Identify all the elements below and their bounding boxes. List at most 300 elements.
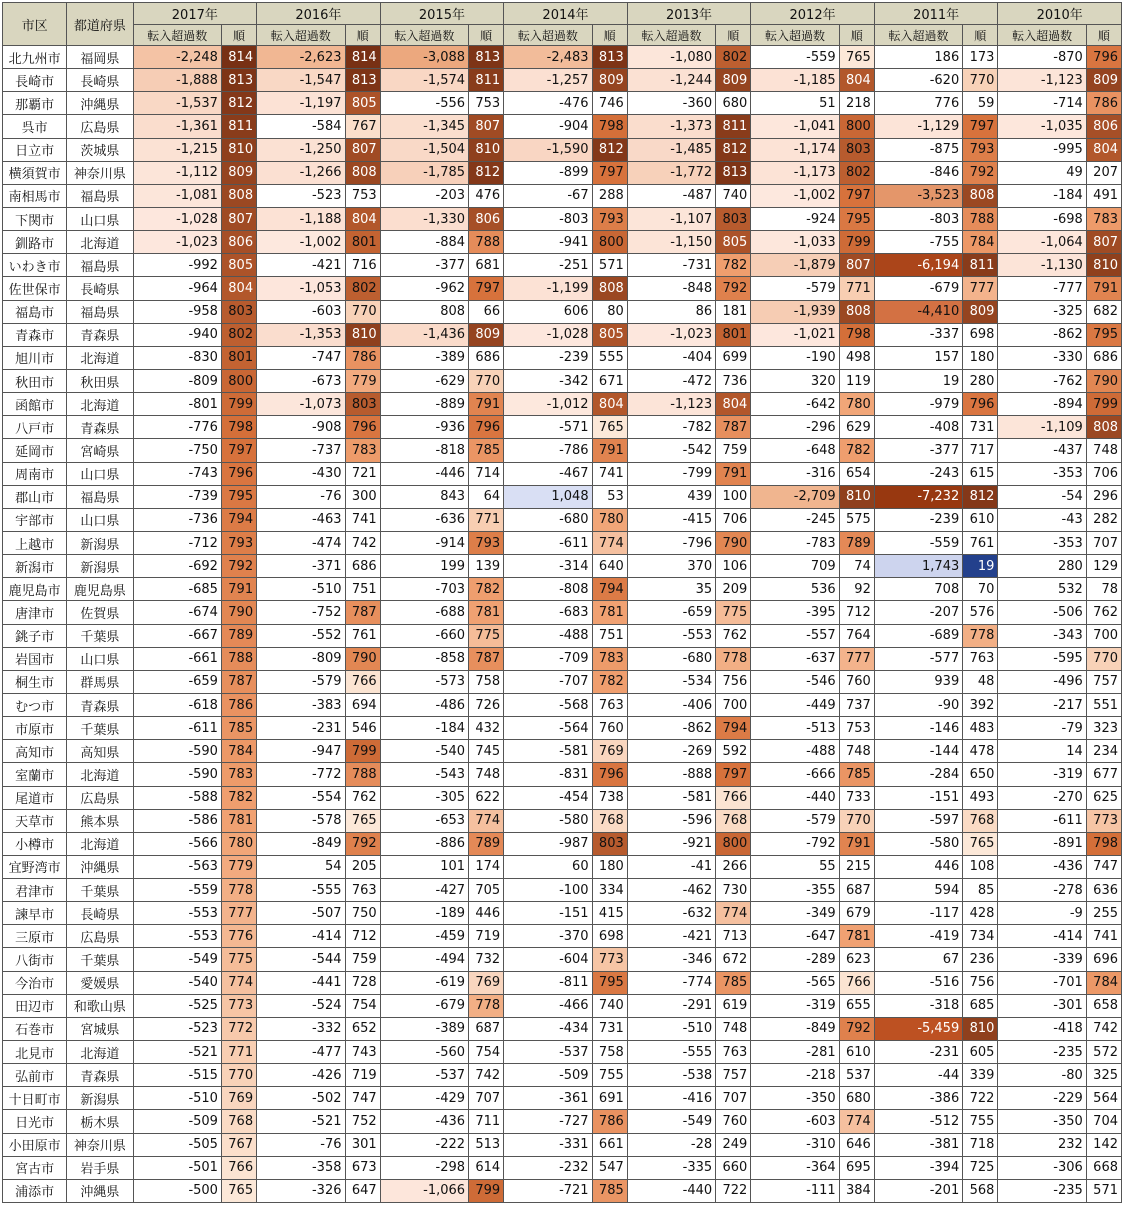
net-inflow-cell: -642: [751, 393, 839, 416]
net-inflow-cell: -1,002: [751, 184, 839, 207]
rank-cell: 782: [839, 439, 874, 462]
rank-cell: 53: [592, 485, 627, 508]
rank-cell: 814: [345, 46, 380, 69]
rank-cell: 810: [839, 485, 874, 508]
net-inflow-cell: 54: [257, 855, 345, 878]
rank-cell: 771: [469, 508, 504, 531]
prefecture-cell: 広島県: [67, 115, 133, 138]
net-inflow-cell: -419: [874, 925, 962, 948]
net-inflow-cell: -476: [504, 92, 592, 115]
rank-cell: 808: [963, 184, 998, 207]
prefecture-cell: 福島県: [67, 485, 133, 508]
city-cell: 宜野湾市: [3, 855, 67, 878]
rank-cell: 483: [963, 717, 998, 740]
rank-cell: 619: [716, 994, 751, 1017]
city-cell: 室蘭市: [3, 763, 67, 786]
rank-cell: 66: [469, 300, 504, 323]
rank-cell: 732: [469, 948, 504, 971]
rank-cell: 647: [345, 1179, 380, 1202]
net-inflow-cell: -964: [133, 277, 221, 300]
rank-cell: 691: [592, 1087, 627, 1110]
rank-cell: 296: [1086, 485, 1121, 508]
prefecture-cell: 千葉県: [67, 717, 133, 740]
net-inflow-cell: -666: [751, 763, 839, 786]
city-cell: 鹿児島市: [3, 578, 67, 601]
rank-cell: 797: [592, 161, 627, 184]
rank-cell: 792: [839, 1017, 874, 1040]
rank-cell: 751: [592, 624, 627, 647]
net-inflow-cell: -151: [504, 902, 592, 925]
net-inflow-cell: -1,130: [998, 254, 1086, 277]
rank-cell: 804: [716, 393, 751, 416]
table-row: [3, 832, 1122, 855]
prefecture-cell: 千葉県: [67, 948, 133, 971]
rank-cell: 760: [716, 1110, 751, 1133]
rank-cell: 804: [221, 277, 256, 300]
rank-cell: 610: [839, 1041, 874, 1064]
rank-cell: 807: [221, 207, 256, 230]
net-inflow-cell: -799: [627, 462, 715, 485]
net-inflow-cell: -553: [627, 624, 715, 647]
table-row: [3, 855, 1122, 878]
net-inflow-cell: -1,373: [627, 115, 715, 138]
rank-cell: 799: [469, 1179, 504, 1202]
net-inflow-cell: -755: [874, 231, 962, 254]
net-inflow-cell: -774: [627, 971, 715, 994]
rank-cell: 812: [221, 92, 256, 115]
net-inflow-cell: -1,035: [998, 115, 1086, 138]
rank-cell: 813: [716, 161, 751, 184]
rank-cell: 804: [345, 207, 380, 230]
net-inflow-cell: 939: [874, 670, 962, 693]
rank-cell: 783: [345, 439, 380, 462]
net-inflow-cell: -940: [133, 323, 221, 346]
net-inflow-cell: -1,023: [627, 323, 715, 346]
rank-cell: 685: [963, 994, 998, 1017]
rank-cell: 576: [963, 601, 998, 624]
net-inflow-cell: -1,939: [751, 300, 839, 323]
rank-cell: 719: [345, 1064, 380, 1087]
net-inflow-cell: -680: [504, 508, 592, 531]
rank-cell: 788: [345, 763, 380, 786]
rank-cell: 786: [592, 1110, 627, 1133]
net-inflow-cell: -67: [504, 184, 592, 207]
net-inflow-cell: -540: [133, 971, 221, 994]
net-inflow-cell: -556: [380, 92, 468, 115]
net-inflow-cell: -325: [998, 300, 1086, 323]
rank-cell: 513: [469, 1133, 504, 1156]
net-inflow-cell: -346: [627, 948, 715, 971]
rank-cell: 180: [592, 855, 627, 878]
net-inflow-cell: -667: [133, 624, 221, 647]
net-inflow-cell: -146: [874, 717, 962, 740]
rank-cell: 280: [963, 369, 998, 392]
rank-cell: 707: [1086, 531, 1121, 554]
net-inflow-cell: -298: [380, 1156, 468, 1179]
net-inflow-cell: -549: [627, 1110, 715, 1133]
prefecture-cell: 佐賀県: [67, 601, 133, 624]
table-row: [3, 161, 1122, 184]
rank-cell: 808: [839, 300, 874, 323]
net-inflow-header: 転入超過数: [627, 25, 715, 46]
net-inflow-cell: -232: [504, 1156, 592, 1179]
net-inflow-cell: -406: [627, 693, 715, 716]
net-inflow-cell: -1,129: [874, 115, 962, 138]
net-inflow-cell: -1,012: [504, 393, 592, 416]
net-inflow-cell: -386: [874, 1087, 962, 1110]
net-inflow-cell: -377: [874, 439, 962, 462]
prefecture-cell: 北海道: [67, 1041, 133, 1064]
rank-cell: 777: [839, 647, 874, 670]
rank-cell: 615: [963, 462, 998, 485]
net-inflow-cell: -534: [627, 670, 715, 693]
net-inflow-header: 転入超過数: [998, 25, 1086, 46]
net-inflow-cell: 843: [380, 485, 468, 508]
rank-cell: 537: [839, 1064, 874, 1087]
year-header: 2014年: [504, 3, 628, 25]
net-inflow-cell: 709: [751, 555, 839, 578]
rank-cell: 712: [839, 601, 874, 624]
rank-cell: 747: [1086, 855, 1121, 878]
net-inflow-cell: -577: [874, 647, 962, 670]
rank-cell: 743: [345, 1041, 380, 1064]
net-inflow-cell: -487: [627, 184, 715, 207]
net-inflow-cell: 1,743: [874, 555, 962, 578]
rank-cell: 717: [963, 439, 998, 462]
rank-cell: 776: [221, 925, 256, 948]
rank-cell: 742: [1086, 1017, 1121, 1040]
net-inflow-cell: -477: [257, 1041, 345, 1064]
net-inflow-cell: -111: [751, 1179, 839, 1202]
net-inflow-cell: -446: [380, 462, 468, 485]
net-inflow-cell: -355: [751, 879, 839, 902]
city-cell: 青森市: [3, 323, 67, 346]
rank-cell: 812: [716, 138, 751, 161]
net-inflow-cell: -571: [504, 416, 592, 439]
net-inflow-cell: -692: [133, 555, 221, 578]
net-inflow-cell: -189: [380, 902, 468, 925]
net-inflow-cell: -414: [998, 925, 1086, 948]
net-inflow-cell: 49: [998, 161, 1086, 184]
rank-cell: 428: [963, 902, 998, 925]
net-inflow-cell: -418: [998, 1017, 1086, 1040]
net-inflow-cell: -782: [627, 416, 715, 439]
prefecture-cell: 山口県: [67, 207, 133, 230]
net-inflow-cell: -595: [998, 647, 1086, 670]
net-inflow-cell: -914: [380, 531, 468, 554]
rank-cell: 740: [716, 184, 751, 207]
net-inflow-cell: 60: [504, 855, 592, 878]
net-inflow-cell: -360: [627, 92, 715, 115]
net-inflow-cell: -229: [998, 1087, 1086, 1110]
rank-cell: 767: [345, 115, 380, 138]
net-inflow-cell: -580: [874, 832, 962, 855]
net-inflow-cell: 280: [998, 555, 1086, 578]
net-inflow-cell: -1,028: [504, 323, 592, 346]
rank-cell: 446: [469, 902, 504, 925]
rank-cell: 754: [469, 1041, 504, 1064]
rank-cell: 726: [469, 693, 504, 716]
net-inflow-cell: -1,197: [257, 92, 345, 115]
rank-cell: 78: [1086, 578, 1121, 601]
table-row: [3, 92, 1122, 115]
net-inflow-cell: -1,436: [380, 323, 468, 346]
net-inflow-cell: -151: [874, 786, 962, 809]
prefecture-cell: 和歌山県: [67, 994, 133, 1017]
net-inflow-cell: -207: [874, 601, 962, 624]
prefecture-cell: 熊本県: [67, 809, 133, 832]
prefecture-cell: 高知県: [67, 740, 133, 763]
prefecture-cell: 北海道: [67, 832, 133, 855]
net-inflow-cell: -54: [998, 485, 1086, 508]
net-inflow-cell: -818: [380, 439, 468, 462]
rank-cell: 478: [963, 740, 998, 763]
net-inflow-cell: -1,250: [257, 138, 345, 161]
table-row: [3, 462, 1122, 485]
net-inflow-cell: -707: [504, 670, 592, 693]
net-inflow-cell: -353: [998, 462, 1086, 485]
net-inflow-cell: -284: [874, 763, 962, 786]
rank-cell: 794: [716, 717, 751, 740]
net-inflow-cell: -703: [380, 578, 468, 601]
prefecture-cell: 福島県: [67, 184, 133, 207]
prefecture-cell: 新潟県: [67, 531, 133, 554]
net-inflow-cell: -632: [627, 902, 715, 925]
net-inflow-cell: -1,112: [133, 161, 221, 184]
rank-cell: 811: [469, 69, 504, 92]
net-inflow-cell: -1,064: [998, 231, 1086, 254]
net-inflow-cell: -597: [874, 809, 962, 832]
net-inflow-cell: -862: [627, 717, 715, 740]
net-inflow-cell: -291: [627, 994, 715, 1017]
net-inflow-cell: -870: [998, 46, 1086, 69]
rank-cell: 771: [839, 277, 874, 300]
rank-cell: 646: [839, 1133, 874, 1156]
net-inflow-cell: -743: [133, 462, 221, 485]
table-row: [3, 46, 1122, 69]
net-inflow-cell: -573: [380, 670, 468, 693]
rank-cell: 757: [1086, 670, 1121, 693]
net-inflow-cell: -891: [998, 832, 1086, 855]
net-inflow-cell: -203: [380, 184, 468, 207]
table-row: [3, 254, 1122, 277]
rank-cell: 791: [592, 439, 627, 462]
rank-cell: 300: [345, 485, 380, 508]
rank-cell: 786: [221, 693, 256, 716]
rank-cell: 687: [839, 879, 874, 902]
net-inflow-cell: 101: [380, 855, 468, 878]
table-row: [3, 531, 1122, 554]
prefecture-cell: 福岡県: [67, 46, 133, 69]
net-inflow-cell: -776: [133, 416, 221, 439]
city-cell: 上越市: [3, 531, 67, 554]
net-inflow-cell: -5,459: [874, 1017, 962, 1040]
rank-cell: 788: [221, 647, 256, 670]
net-inflow-cell: -1,123: [627, 393, 715, 416]
rank-cell: 759: [345, 948, 380, 971]
net-inflow-cell: -330: [998, 346, 1086, 369]
net-inflow-cell: -1,073: [257, 393, 345, 416]
rank-cell: 796: [345, 416, 380, 439]
rank-cell: 765: [592, 416, 627, 439]
rank-cell: 766: [716, 786, 751, 809]
prefecture-cell: 鹿児島県: [67, 578, 133, 601]
rank-cell: 59: [963, 92, 998, 115]
net-inflow-cell: -831: [504, 763, 592, 786]
year-header: 2011年: [874, 3, 998, 25]
rank-cell: 804: [839, 69, 874, 92]
net-inflow-cell: -421: [257, 254, 345, 277]
rank-cell: 700: [1086, 624, 1121, 647]
net-inflow-cell: -472: [627, 369, 715, 392]
rank-cell: 255: [1086, 902, 1121, 925]
year-header: 2012年: [751, 3, 875, 25]
net-inflow-cell: -660: [380, 624, 468, 647]
net-inflow-cell: -415: [627, 508, 715, 531]
net-inflow-cell: -540: [380, 740, 468, 763]
net-inflow-cell: 186: [874, 46, 962, 69]
net-inflow-cell: -731: [627, 254, 715, 277]
prefecture-cell: 広島県: [67, 786, 133, 809]
net-inflow-cell: -144: [874, 740, 962, 763]
net-inflow-cell: -235: [998, 1179, 1086, 1202]
rank-cell: 805: [716, 231, 751, 254]
net-inflow-cell: -339: [998, 948, 1086, 971]
rank-cell: 762: [1086, 601, 1121, 624]
rank-cell: 753: [345, 184, 380, 207]
rank-cell: 753: [469, 92, 504, 115]
prefecture-cell: 福島県: [67, 254, 133, 277]
city-cell: 浦添市: [3, 1179, 67, 1202]
net-inflow-cell: -661: [133, 647, 221, 670]
rank-cell: 782: [592, 670, 627, 693]
rank-cell: 808: [345, 161, 380, 184]
net-inflow-cell: -904: [504, 115, 592, 138]
city-cell: 諫早市: [3, 902, 67, 925]
net-inflow-cell: -1,185: [751, 69, 839, 92]
prefecture-cell: 北海道: [67, 231, 133, 254]
rank-cell: 756: [963, 971, 998, 994]
rank-cell: 334: [592, 879, 627, 902]
prefecture-column-header: 都道府県: [67, 3, 133, 46]
net-inflow-cell: -777: [998, 277, 1086, 300]
city-cell: 周南市: [3, 462, 67, 485]
net-inflow-cell: -9: [998, 902, 1086, 925]
net-inflow-cell: -222: [380, 1133, 468, 1156]
rank-cell: 770: [963, 69, 998, 92]
rank-cell: 774: [469, 809, 504, 832]
rank-cell: 801: [716, 323, 751, 346]
net-inflow-cell: -1,150: [627, 231, 715, 254]
net-inflow-cell: -7,232: [874, 485, 962, 508]
rank-cell: 769: [592, 740, 627, 763]
table-row: [3, 508, 1122, 531]
rank-cell: 658: [1086, 994, 1121, 1017]
rank-cell: 761: [963, 531, 998, 554]
rank-cell: 785: [716, 971, 751, 994]
table-row: [3, 994, 1122, 1017]
net-inflow-cell: -1,033: [751, 231, 839, 254]
net-inflow-cell: -459: [380, 925, 468, 948]
prefecture-cell: 長崎県: [67, 902, 133, 925]
rank-cell: 809: [716, 69, 751, 92]
table-row: [3, 786, 1122, 809]
rank-cell: 814: [221, 46, 256, 69]
year-header: 2015年: [380, 3, 504, 25]
rank-cell: 686: [469, 346, 504, 369]
net-inflow-cell: -786: [504, 439, 592, 462]
net-inflow-cell: -76: [257, 1133, 345, 1156]
rank-cell: 758: [469, 670, 504, 693]
net-inflow-cell: -1,772: [627, 161, 715, 184]
rank-cell: 810: [963, 1017, 998, 1040]
city-cell: 尾道市: [3, 786, 67, 809]
rank-cell: 769: [221, 1087, 256, 1110]
net-inflow-cell: -1,257: [504, 69, 592, 92]
net-inflow-cell: -1,590: [504, 138, 592, 161]
city-cell: 日立市: [3, 138, 67, 161]
net-inflow-cell: -394: [874, 1156, 962, 1179]
net-inflow-cell: -1,244: [627, 69, 715, 92]
rank-cell: 801: [221, 346, 256, 369]
rank-cell: 785: [839, 763, 874, 786]
net-inflow-cell: -578: [257, 809, 345, 832]
net-inflow-cell: -1,080: [627, 46, 715, 69]
rank-cell: 765: [839, 46, 874, 69]
rank-cell: 802: [839, 161, 874, 184]
city-cell: 宮古市: [3, 1156, 67, 1179]
rank-cell: 119: [839, 369, 874, 392]
net-inflow-cell: -1,485: [627, 138, 715, 161]
net-inflow-cell: -429: [380, 1087, 468, 1110]
rank-cell: 785: [469, 439, 504, 462]
rank-cell: 781: [469, 601, 504, 624]
table-body: [3, 46, 1122, 1203]
net-inflow-cell: -43: [998, 508, 1086, 531]
rank-header: 順: [345, 25, 380, 46]
net-inflow-cell: -648: [751, 439, 839, 462]
net-inflow-cell: -184: [998, 184, 1086, 207]
rank-cell: 785: [221, 717, 256, 740]
rank-cell: 809: [469, 323, 504, 346]
net-inflow-cell: -408: [874, 416, 962, 439]
net-inflow-cell: -515: [133, 1064, 221, 1087]
net-inflow-cell: -488: [751, 740, 839, 763]
rank-cell: 780: [221, 832, 256, 855]
rank-cell: 768: [221, 1110, 256, 1133]
net-inflow-cell: -752: [257, 601, 345, 624]
net-inflow-cell: -987: [504, 832, 592, 855]
net-inflow-cell: 776: [874, 92, 962, 115]
rank-cell: 787: [345, 601, 380, 624]
net-inflow-cell: -440: [751, 786, 839, 809]
net-inflow-cell: -218: [751, 1064, 839, 1087]
rank-cell: 804: [1086, 138, 1121, 161]
rank-cell: 742: [469, 1064, 504, 1087]
rank-cell: 763: [716, 1041, 751, 1064]
rank-cell: 432: [469, 717, 504, 740]
rank-cell: 722: [963, 1087, 998, 1110]
net-inflow-cell: 14: [998, 740, 1086, 763]
net-inflow-cell: -565: [751, 971, 839, 994]
rank-header: 順: [963, 25, 998, 46]
rank-cell: 741: [345, 508, 380, 531]
table-row: [3, 647, 1122, 670]
rank-header: 順: [221, 25, 256, 46]
rank-cell: 762: [716, 624, 751, 647]
net-inflow-cell: -811: [504, 971, 592, 994]
rank-cell: 768: [716, 809, 751, 832]
